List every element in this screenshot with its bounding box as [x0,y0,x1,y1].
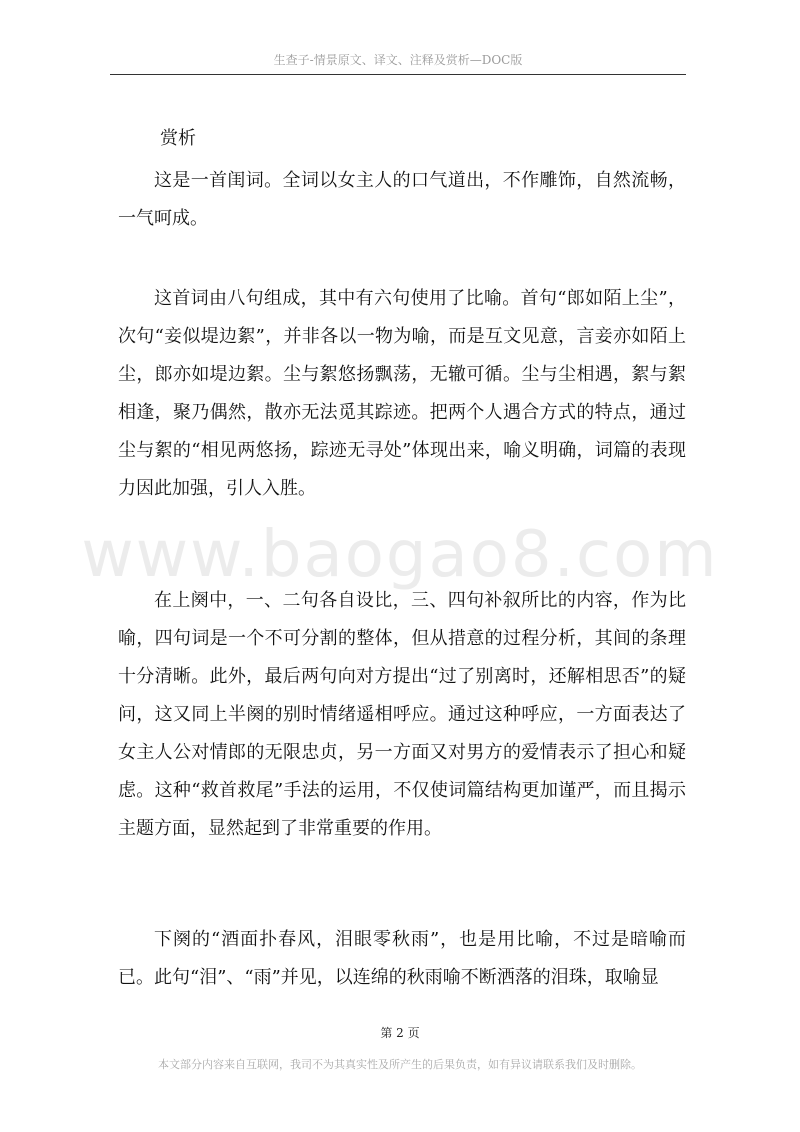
page-number: 第 2 页 [380,1026,420,1040]
paragraph-1: 这是一首闺词。全词以女主人的口气道出，不作雕饰，自然流畅，一气呵成。 [118,170,686,229]
header-divider [110,74,686,75]
paragraph-4: 下阕的“酒面扑春风，泪眼零秋雨”，也是用比喻，不过是暗喻而已。此句“泪”、“雨”并见，以连绵的秋雨喻不断洒落的泪珠，取喻显 [118,929,686,988]
watermark-text: www.baogao8.com [81,518,719,592]
section-title: 赏析 [160,128,196,149]
paragraph-2: 这首词由八句组成，其中有六句使用了比喻。首句“郎如陌上尘”，次句“妾似堤边絮”，并非各以一物为喻，而是互文见意，言妾亦如陌上尘，郎亦如堤边絮。尘与絮悠扬飘荡，无辙可循。尘与尘相遇，絮与絮相逢，聚乃偶然，散亦无法觅其踪迹。把两个人遇合方式的特点，通过尘与絮的“相见两悠扬，踪迹无寻处”体现出来，喻义明确，词篇的表现力因此加强，引人入胜。 [118,288,686,499]
paragraph-3: 在上阕中，一、二句各自设比，三、四句补叙所比的内容，作为比喻，四句词是一个不可分割的整体，但从措意的过程分析，其间的条理十分清晰。此外，最后两句向对方提出“过了别离时，还解相思否”的疑问，这又同上半阕的别时情绪遥相呼应。通过这种呼应，一方面表达了女主人公对情郎的无限忠贞，另一方面又对男方的爱情表示了担心和疑虑。这种“救首救尾”手法的运用，不仅使词篇结构更加谨严，而且揭示主题方面，显然起到了非常重要的作用。 [118,590,686,839]
page-header-title: 生查子-情景原文、译文、注释及赏析—DOC版 [273,53,523,67]
footer-disclaimer: 本文部分内容来自互联网，我司不为其真实性及所产生的后果负责，如有异议请联系我们及时删除。 [158,1058,642,1071]
